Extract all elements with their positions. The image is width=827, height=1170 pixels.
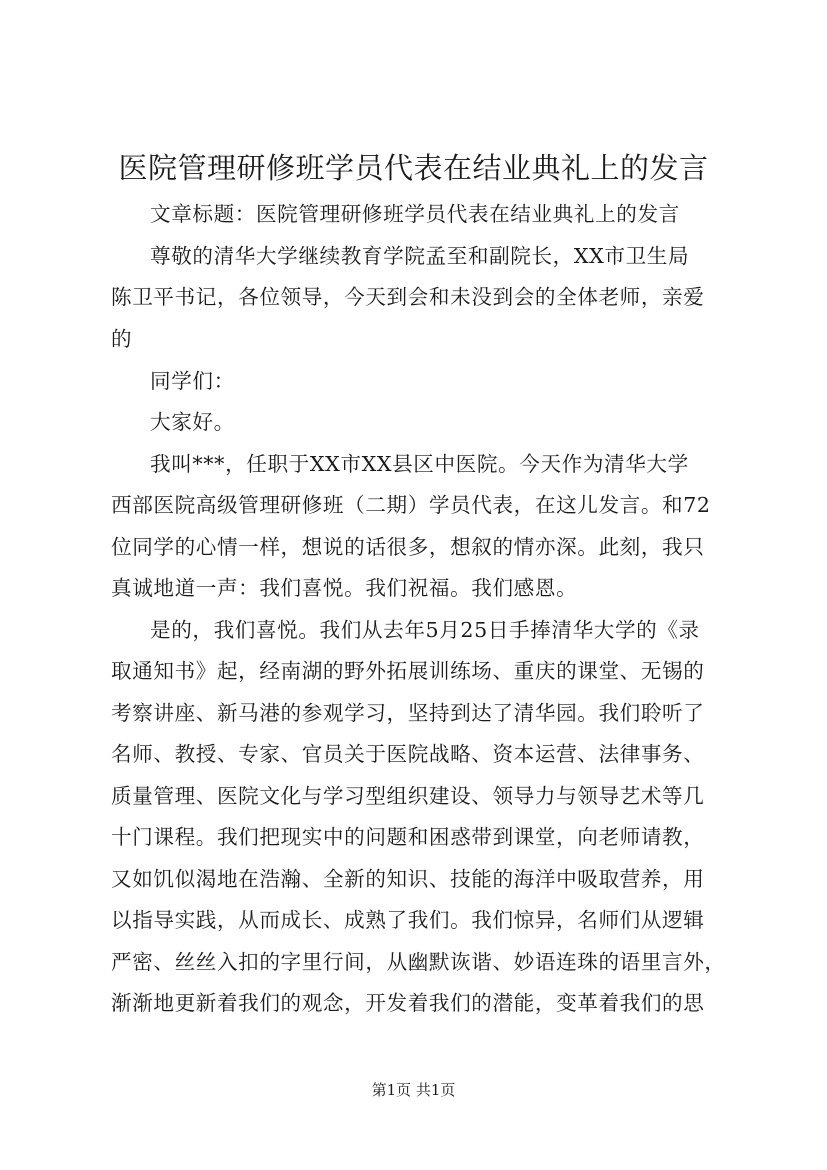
paragraph-line: 位同学的心情一样，想说的话很多，想叙的情亦深。此刻，我只 (111, 535, 705, 559)
paragraph-line: 渐渐地更新着我们的观念，开发着我们的潜能，变革着我们的思 (111, 991, 705, 1015)
paragraph-line: 陈卫平书记，各位领导，今天到会和未没到会的全体老师，亲爱 (111, 285, 705, 309)
paragraph-line: 尊敬的清华大学继续教育学院孟至和副院长，XX市卫生局 (150, 244, 690, 268)
paragraph-line: 以指导实践，从而成长、成熟了我们。我们惊异，名师们从逻辑 (111, 908, 705, 932)
paragraph-line: 又如饥似渴地在浩瀚、全新的知识、技能的海洋中吸取营养，用 (111, 867, 705, 891)
paragraph-line: 真诚地道一声：我们喜悦。我们祝福。我们感恩。 (111, 576, 578, 600)
paragraph-line: 考察讲座、新马港的参观学习，坚持到达了清华园。我们聆听了 (111, 701, 705, 725)
paragraph-line: 名师、教授、专家、官员关于医院战略、资本运营、法律事务、 (111, 742, 705, 766)
paragraph-line: 严密、丝丝入扣的字里行间，从幽默诙谐、妙语连珠的语里言外， (111, 950, 726, 974)
paragraph-line: 我叫***，任职于XX市XX县区中医院。今天作为清华大学 (150, 452, 689, 476)
page-footer: 第1页 共1页 (371, 1081, 456, 1099)
paragraph-line: 取通知书》起，经南湖的野外拓展训练场、重庆的课堂、无锡的 (111, 659, 705, 683)
paragraph-line: 质量管理、医院文化与学习型组织建设、领导力与领导艺术等几 (111, 784, 705, 808)
article-title-line: 文章标题：医院管理研修班学员代表在结业典礼上的发言 (150, 202, 680, 226)
paragraph-line: 十门课程。我们把现实中的问题和困惑带到课堂，向老师请教， (111, 825, 705, 849)
paragraph-line: 同学们： (150, 369, 235, 393)
paragraph-line: 西部医院高级管理研修班（二期）学员代表，在这儿发言。和72 (111, 493, 711, 517)
page-title: 医院管理研修班学员代表在结业典礼上的发言 (118, 151, 709, 185)
paragraph-line: 的 (111, 327, 133, 351)
paragraph-line: 是的，我们喜悦。我们从去年5月25日手捧清华大学的《录 (150, 618, 700, 642)
paragraph-line: 大家好。 (150, 410, 235, 434)
